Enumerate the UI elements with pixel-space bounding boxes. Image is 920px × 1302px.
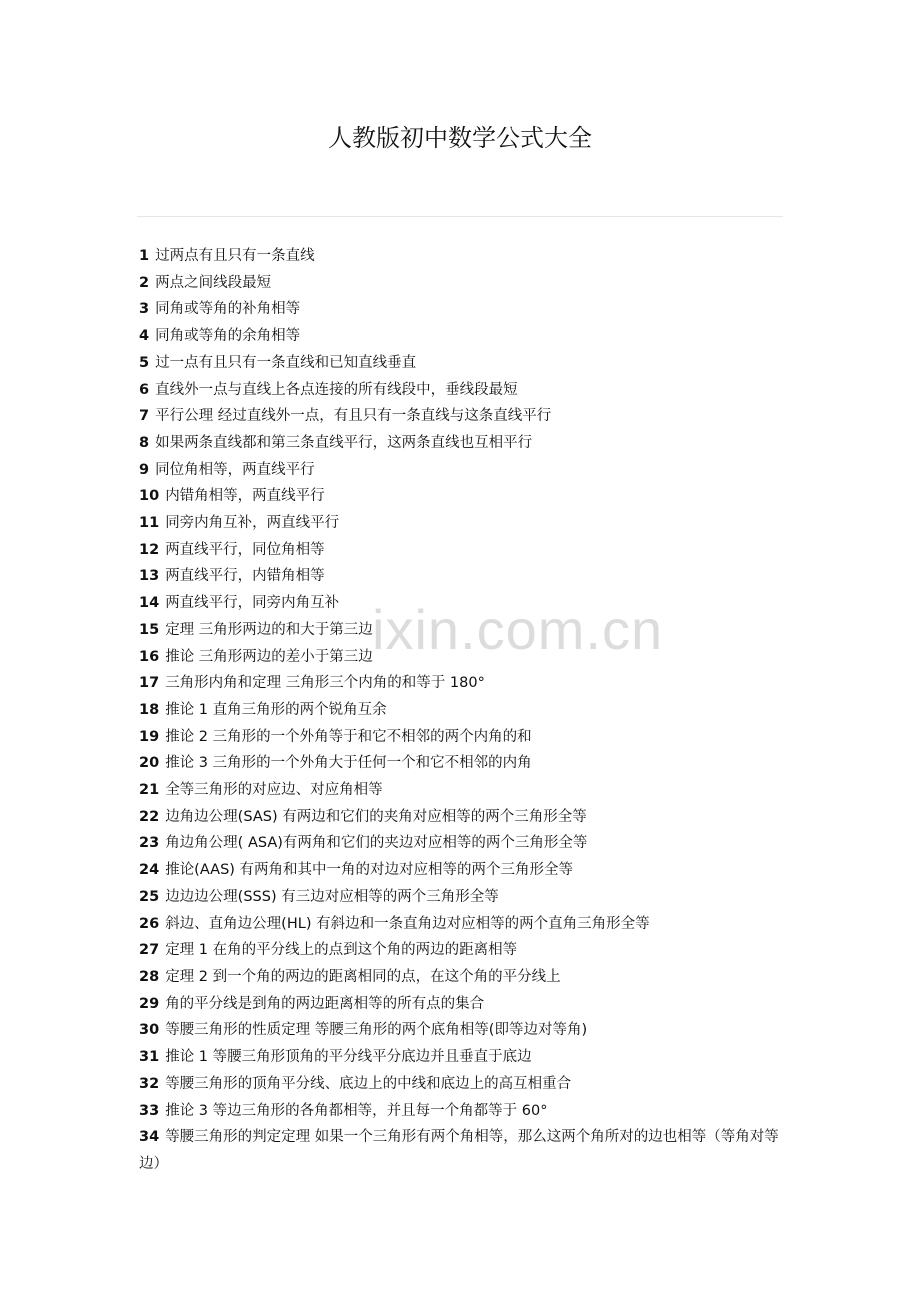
item-number: 8 <box>139 434 150 451</box>
list-item <box>139 964 789 991</box>
page-title: 人教版初中数学公式大全 <box>328 124 592 152</box>
list-item <box>139 457 789 484</box>
item-number: 17 <box>139 675 160 692</box>
list-item <box>139 884 789 911</box>
item-text: 推论(AAS) 有两角和其中一角的对边对应相等的两个三角形全等 <box>165 862 574 879</box>
list-item <box>139 857 789 884</box>
item-number: 10 <box>139 488 160 505</box>
item-text: 直线外一点与直线上各点连接的所有线段中，垂线段最短 <box>155 381 518 398</box>
item-number: 33 <box>139 1102 160 1119</box>
item-number: 7 <box>139 408 150 425</box>
item-number: 2 <box>139 274 150 291</box>
item-number: 27 <box>139 942 160 959</box>
item-text: 推论 1 直角三角形的两个锐角互余 <box>165 701 387 718</box>
list-item <box>139 483 789 510</box>
item-number: 29 <box>139 995 160 1012</box>
list-item <box>139 323 789 350</box>
list-item <box>139 377 789 404</box>
list-item <box>139 697 789 724</box>
list-item <box>139 724 789 751</box>
item-text: 内错角相等，两直线平行 <box>165 488 325 505</box>
item-text: 等腰三角形的性质定理 等腰三角形的两个底角相等(即等边对等角) <box>165 1022 588 1039</box>
item-text: 两直线平行，内错角相等 <box>165 568 325 585</box>
item-number: 3 <box>139 301 150 318</box>
item-text: 定理 2 到一个角的两边的距离相同的点，在这个角的平分线上 <box>165 968 561 985</box>
item-number: 4 <box>139 328 150 345</box>
list-item <box>139 750 789 777</box>
list-item <box>139 296 789 323</box>
item-number: 21 <box>139 782 160 799</box>
item-number: 20 <box>139 755 160 772</box>
list-item <box>139 1017 789 1044</box>
item-text: 斜边、直角边公理(HL) 有斜边和一条直角边对应相等的两个直角三角形全等 <box>165 915 650 932</box>
list-item <box>139 830 789 857</box>
list-item <box>139 563 789 590</box>
item-number: 30 <box>139 1022 160 1039</box>
item-text: 边边边公理(SSS) 有三边对应相等的两个三角形全等 <box>165 888 499 905</box>
item-text: 定理 三角形两边的和大于第三边 <box>165 621 373 638</box>
item-text: 推论 三角形两边的差小于第三边 <box>165 648 373 665</box>
item-number: 5 <box>139 354 150 371</box>
item-text: 两直线平行，同位角相等 <box>165 541 325 558</box>
item-number: 28 <box>139 968 160 985</box>
list-item <box>139 670 789 697</box>
item-text: 角的平分线是到角的两边距离相等的所有点的集合 <box>165 995 485 1012</box>
list-item <box>139 804 789 831</box>
item-text: 推论 3 三角形的一个外角大于任何一个和它不相邻的内角 <box>165 755 532 772</box>
list-item <box>139 991 789 1018</box>
watermark: ixin.com.cn <box>372 598 664 661</box>
item-text: 如果两条直线都和第三条直线平行，这两条直线也互相平行 <box>155 434 533 451</box>
item-text: 三角形内角和定理 三角形三个内角的和等于 180° <box>165 675 485 692</box>
item-number: 31 <box>139 1049 160 1066</box>
item-number: 34 <box>139 1129 160 1146</box>
item-text: 同位角相等，两直线平行 <box>155 461 315 478</box>
item-number: 18 <box>139 701 160 718</box>
list-item <box>139 270 789 297</box>
item-number: 19 <box>139 728 160 745</box>
item-text: 两点之间线段最短 <box>155 274 272 291</box>
item-text: 定理 1 在角的平分线上的点到这个角的两边的距离相等 <box>165 942 518 959</box>
list-item <box>139 911 789 938</box>
item-number: 25 <box>139 888 160 905</box>
item-text: 推论 2 三角形的一个外角等于和它不相邻的两个内角的和 <box>165 728 532 745</box>
item-text: 平行公理 经过直线外一点，有且只有一条直线与这条直线平行 <box>155 408 552 425</box>
list-item <box>139 1124 789 1177</box>
list-item <box>139 430 789 457</box>
item-number: 26 <box>139 915 160 932</box>
item-number: 9 <box>139 461 150 478</box>
item-number: 32 <box>139 1075 160 1092</box>
title-divider <box>137 216 783 217</box>
item-text: 两直线平行，同旁内角互补 <box>165 595 340 612</box>
list-item <box>139 1098 789 1125</box>
item-text: 角边角公理( ASA)有两角和它们的夹边对应相等的两个三角形全等 <box>165 835 588 852</box>
list-item <box>139 617 789 644</box>
item-text: 等腰三角形的判定定理 如果一个三角形有两个角相等，那么这两个角所对的边也相等（等角对等边） <box>139 1129 779 1172</box>
list-item <box>139 510 789 537</box>
list-item <box>139 1044 789 1071</box>
item-number: 16 <box>139 648 160 665</box>
item-number: 14 <box>139 595 160 612</box>
item-number: 15 <box>139 621 160 638</box>
item-number: 11 <box>139 515 160 532</box>
item-number: 6 <box>139 381 150 398</box>
item-text: 同角或等角的补角相等 <box>155 301 301 318</box>
item-number: 22 <box>139 808 160 825</box>
item-text: 同旁内角互补，两直线平行 <box>165 515 340 532</box>
list-item <box>139 537 789 564</box>
item-text: 同角或等角的余角相等 <box>155 328 301 345</box>
formula-list <box>139 243 789 1178</box>
list-item <box>139 937 789 964</box>
item-number: 12 <box>139 541 160 558</box>
item-text: 过一点有且只有一条直线和已知直线垂直 <box>155 354 417 371</box>
item-text: 等腰三角形的顶角平分线、底边上的中线和底边上的高互相重合 <box>165 1075 572 1092</box>
list-item <box>139 350 789 377</box>
list-item <box>139 777 789 804</box>
list-item <box>139 590 789 617</box>
item-number: 24 <box>139 862 160 879</box>
item-text: 全等三角形的对应边、对应角相等 <box>165 782 383 799</box>
item-number: 1 <box>139 248 150 264</box>
item-number: 13 <box>139 568 160 585</box>
item-text: 边角边公理(SAS) 有两边和它们的夹角对应相等的两个三角形全等 <box>165 808 587 825</box>
list-item <box>139 644 789 671</box>
list-item <box>139 1071 789 1098</box>
item-text: 推论 1 等腰三角形顶角的平分线平分底边并且垂直于底边 <box>165 1049 532 1066</box>
list-item <box>139 403 789 430</box>
item-number: 23 <box>139 835 160 852</box>
item-text: 过两点有且只有一条直线 <box>155 248 315 264</box>
item-text: 推论 3 等边三角形的各角都相等，并且每一个角都等于 60° <box>165 1102 548 1119</box>
list-item <box>139 243 789 270</box>
